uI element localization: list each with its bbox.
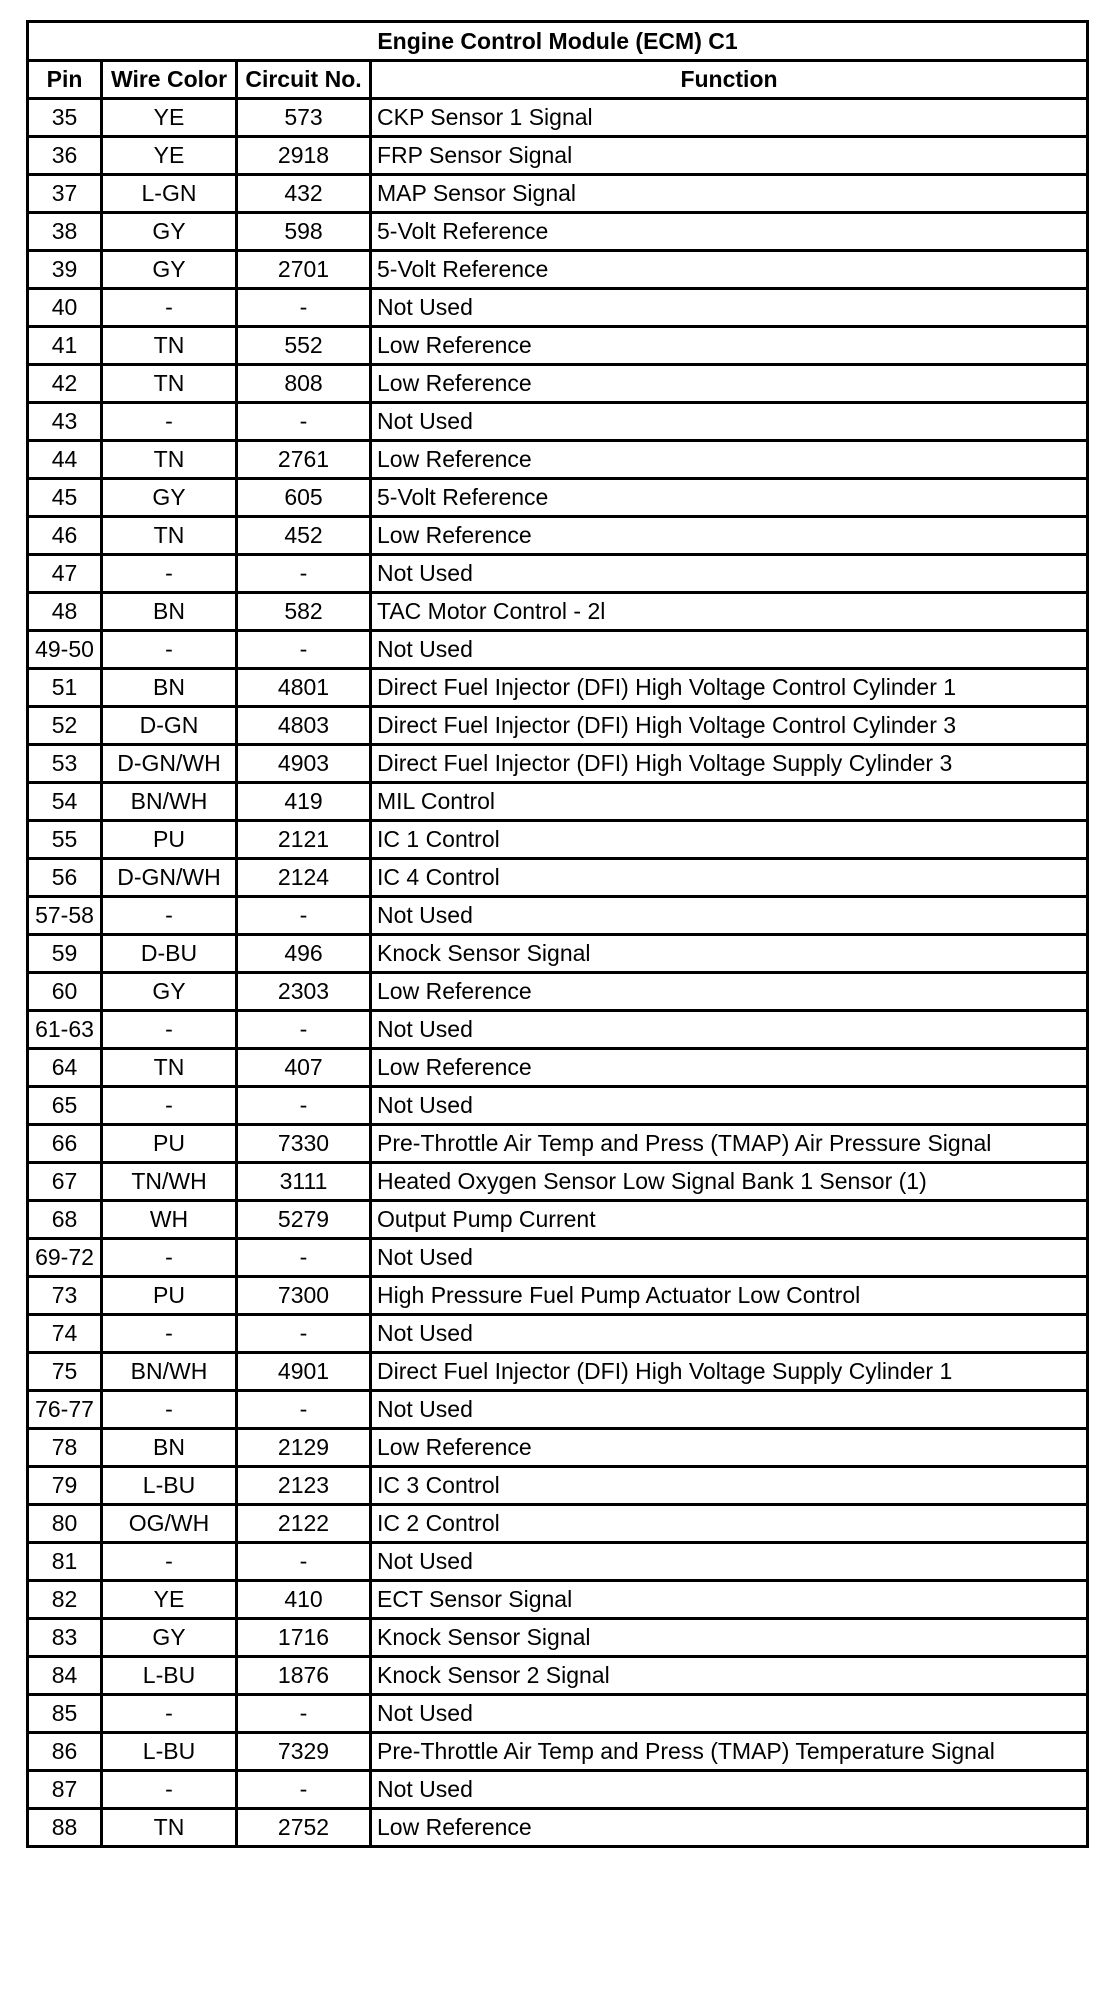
table-row bbox=[28, 1163, 1088, 1201]
function-cell: Pre-Throttle Air Temp and Press (TMAP) Temperature Signal bbox=[371, 1733, 1088, 1771]
pinout-table bbox=[26, 20, 1089, 1848]
function-cell: Not Used bbox=[371, 1391, 1088, 1429]
wire-color-cell: BN bbox=[102, 669, 237, 707]
wire-color-cell: - bbox=[102, 1239, 237, 1277]
function-cell: Low Reference bbox=[371, 327, 1088, 365]
circuit-number-cell: 598 bbox=[237, 213, 371, 251]
wire-color-cell: - bbox=[102, 555, 237, 593]
function-cell: Not Used bbox=[371, 1543, 1088, 1581]
function-cell: IC 2 Control bbox=[371, 1505, 1088, 1543]
circuit-number-cell: 2121 bbox=[237, 821, 371, 859]
circuit-number-cell: 582 bbox=[237, 593, 371, 631]
pin-cell: 51 bbox=[28, 669, 102, 707]
pin-cell: 42 bbox=[28, 365, 102, 403]
wire-color-cell: D-GN/WH bbox=[102, 745, 237, 783]
table-row bbox=[28, 175, 1088, 213]
circuit-number-cell: 2123 bbox=[237, 1467, 371, 1505]
function-cell: Low Reference bbox=[371, 441, 1088, 479]
function-cell: FRP Sensor Signal bbox=[371, 137, 1088, 175]
circuit-number-cell: 2752 bbox=[237, 1809, 371, 1847]
table-row bbox=[28, 897, 1088, 935]
circuit-number-cell: 1716 bbox=[237, 1619, 371, 1657]
circuit-number-cell: 410 bbox=[237, 1581, 371, 1619]
function-cell: Low Reference bbox=[371, 973, 1088, 1011]
function-cell: 5-Volt Reference bbox=[371, 251, 1088, 289]
circuit-number-cell: - bbox=[237, 1087, 371, 1125]
circuit-number-cell: 552 bbox=[237, 327, 371, 365]
function-cell: Heated Oxygen Sensor Low Signal Bank 1 Sensor (1) bbox=[371, 1163, 1088, 1201]
wire-color-cell: - bbox=[102, 1315, 237, 1353]
wire-color-cell: TN bbox=[102, 517, 237, 555]
table-row bbox=[28, 1733, 1088, 1771]
pin-cell: 75 bbox=[28, 1353, 102, 1391]
wire-color-cell: D-BU bbox=[102, 935, 237, 973]
function-cell: IC 3 Control bbox=[371, 1467, 1088, 1505]
table-row bbox=[28, 593, 1088, 631]
function-cell: Low Reference bbox=[371, 1049, 1088, 1087]
pin-cell: 74 bbox=[28, 1315, 102, 1353]
circuit-number-cell: 808 bbox=[237, 365, 371, 403]
wire-color-cell: - bbox=[102, 1011, 237, 1049]
table-row bbox=[28, 859, 1088, 897]
wire-color-cell: GY bbox=[102, 1619, 237, 1657]
function-cell: Knock Sensor 2 Signal bbox=[371, 1657, 1088, 1695]
wire-color-cell: YE bbox=[102, 99, 237, 137]
column-header-function: Function bbox=[371, 61, 1088, 99]
table-row bbox=[28, 821, 1088, 859]
wire-color-cell: TN bbox=[102, 441, 237, 479]
circuit-number-cell: 2701 bbox=[237, 251, 371, 289]
column-header-row bbox=[28, 61, 1088, 99]
pin-cell: 80 bbox=[28, 1505, 102, 1543]
circuit-number-cell: 1876 bbox=[237, 1657, 371, 1695]
table-row bbox=[28, 707, 1088, 745]
circuit-number-cell: 407 bbox=[237, 1049, 371, 1087]
table-row bbox=[28, 1011, 1088, 1049]
function-cell: TAC Motor Control - 2l bbox=[371, 593, 1088, 631]
function-cell: Direct Fuel Injector (DFI) High Voltage Control Cylinder 3 bbox=[371, 707, 1088, 745]
table-row bbox=[28, 1657, 1088, 1695]
function-cell: Not Used bbox=[371, 403, 1088, 441]
pin-cell: 52 bbox=[28, 707, 102, 745]
table-row bbox=[28, 441, 1088, 479]
table-row bbox=[28, 517, 1088, 555]
circuit-number-cell: 7300 bbox=[237, 1277, 371, 1315]
wire-color-cell: BN/WH bbox=[102, 783, 237, 821]
pin-cell: 87 bbox=[28, 1771, 102, 1809]
table-row bbox=[28, 1771, 1088, 1809]
table-row bbox=[28, 1505, 1088, 1543]
circuit-number-cell: 432 bbox=[237, 175, 371, 213]
circuit-number-cell: 4903 bbox=[237, 745, 371, 783]
circuit-number-cell: - bbox=[237, 1011, 371, 1049]
wire-color-cell: - bbox=[102, 1771, 237, 1809]
function-cell: Knock Sensor Signal bbox=[371, 1619, 1088, 1657]
pin-cell: 54 bbox=[28, 783, 102, 821]
circuit-number-cell: - bbox=[237, 897, 371, 935]
wire-color-cell: - bbox=[102, 1695, 237, 1733]
table-row bbox=[28, 669, 1088, 707]
pin-cell: 79 bbox=[28, 1467, 102, 1505]
function-cell: Not Used bbox=[371, 897, 1088, 935]
table-row bbox=[28, 1353, 1088, 1391]
pin-cell: 49-50 bbox=[28, 631, 102, 669]
wire-color-cell: BN/WH bbox=[102, 1353, 237, 1391]
pin-cell: 61-63 bbox=[28, 1011, 102, 1049]
function-cell: IC 1 Control bbox=[371, 821, 1088, 859]
pin-cell: 84 bbox=[28, 1657, 102, 1695]
table-title: Engine Control Module (ECM) C1 bbox=[28, 22, 1088, 61]
pin-cell: 38 bbox=[28, 213, 102, 251]
pin-cell: 81 bbox=[28, 1543, 102, 1581]
table-row bbox=[28, 1467, 1088, 1505]
table-row bbox=[28, 1239, 1088, 1277]
circuit-number-cell: 7329 bbox=[237, 1733, 371, 1771]
table-row bbox=[28, 1581, 1088, 1619]
wire-color-cell: OG/WH bbox=[102, 1505, 237, 1543]
function-cell: Not Used bbox=[371, 1771, 1088, 1809]
pin-cell: 68 bbox=[28, 1201, 102, 1239]
wire-color-cell: L-BU bbox=[102, 1467, 237, 1505]
function-cell: ECT Sensor Signal bbox=[371, 1581, 1088, 1619]
pin-cell: 59 bbox=[28, 935, 102, 973]
function-cell: Direct Fuel Injector (DFI) High Voltage Supply Cylinder 3 bbox=[371, 745, 1088, 783]
wire-color-cell: GY bbox=[102, 973, 237, 1011]
table-row bbox=[28, 479, 1088, 517]
circuit-number-cell: 4901 bbox=[237, 1353, 371, 1391]
function-cell: High Pressure Fuel Pump Actuator Low Control bbox=[371, 1277, 1088, 1315]
circuit-number-cell: - bbox=[237, 403, 371, 441]
circuit-number-cell: 419 bbox=[237, 783, 371, 821]
function-cell: Not Used bbox=[371, 1011, 1088, 1049]
circuit-number-cell: 496 bbox=[237, 935, 371, 973]
function-cell: MIL Control bbox=[371, 783, 1088, 821]
function-cell: Knock Sensor Signal bbox=[371, 935, 1088, 973]
function-cell: Pre-Throttle Air Temp and Press (TMAP) Air Pressure Signal bbox=[371, 1125, 1088, 1163]
wire-color-cell: TN/WH bbox=[102, 1163, 237, 1201]
pin-cell: 57-58 bbox=[28, 897, 102, 935]
circuit-number-cell: 2761 bbox=[237, 441, 371, 479]
function-cell: Not Used bbox=[371, 555, 1088, 593]
pin-cell: 78 bbox=[28, 1429, 102, 1467]
column-header-pin: Pin bbox=[28, 61, 102, 99]
connector-pinout-sheet bbox=[26, 20, 1086, 1848]
circuit-number-cell: 4801 bbox=[237, 669, 371, 707]
table-row bbox=[28, 783, 1088, 821]
pin-cell: 43 bbox=[28, 403, 102, 441]
function-cell: Not Used bbox=[371, 1315, 1088, 1353]
wire-color-cell: L-BU bbox=[102, 1657, 237, 1695]
circuit-number-cell: - bbox=[237, 1391, 371, 1429]
wire-color-cell: YE bbox=[102, 1581, 237, 1619]
wire-color-cell: D-GN bbox=[102, 707, 237, 745]
circuit-number-cell: 605 bbox=[237, 479, 371, 517]
wire-color-cell: - bbox=[102, 403, 237, 441]
table-row bbox=[28, 745, 1088, 783]
table-row bbox=[28, 631, 1088, 669]
function-cell: Not Used bbox=[371, 1087, 1088, 1125]
circuit-number-cell: - bbox=[237, 289, 371, 327]
pin-cell: 39 bbox=[28, 251, 102, 289]
pin-cell: 40 bbox=[28, 289, 102, 327]
table-row bbox=[28, 327, 1088, 365]
wire-color-cell: L-GN bbox=[102, 175, 237, 213]
pin-cell: 64 bbox=[28, 1049, 102, 1087]
circuit-number-cell: - bbox=[237, 631, 371, 669]
function-cell: IC 4 Control bbox=[371, 859, 1088, 897]
table-row bbox=[28, 403, 1088, 441]
pin-cell: 48 bbox=[28, 593, 102, 631]
circuit-number-cell: 2129 bbox=[237, 1429, 371, 1467]
table-row bbox=[28, 1277, 1088, 1315]
wire-color-cell: - bbox=[102, 1391, 237, 1429]
wire-color-cell: GY bbox=[102, 251, 237, 289]
table-row bbox=[28, 99, 1088, 137]
pin-cell: 47 bbox=[28, 555, 102, 593]
pin-cell: 83 bbox=[28, 1619, 102, 1657]
wire-color-cell: D-GN/WH bbox=[102, 859, 237, 897]
function-cell: Direct Fuel Injector (DFI) High Voltage Supply Cylinder 1 bbox=[371, 1353, 1088, 1391]
pin-cell: 37 bbox=[28, 175, 102, 213]
wire-color-cell: TN bbox=[102, 327, 237, 365]
wire-color-cell: PU bbox=[102, 821, 237, 859]
circuit-number-cell: 2122 bbox=[237, 1505, 371, 1543]
wire-color-cell: BN bbox=[102, 1429, 237, 1467]
pin-cell: 85 bbox=[28, 1695, 102, 1733]
table-row bbox=[28, 251, 1088, 289]
pin-cell: 55 bbox=[28, 821, 102, 859]
table-title-row bbox=[28, 22, 1088, 61]
pin-cell: 36 bbox=[28, 137, 102, 175]
circuit-number-cell: 2918 bbox=[237, 137, 371, 175]
circuit-number-cell: - bbox=[237, 1771, 371, 1809]
table-row bbox=[28, 1809, 1088, 1847]
function-cell: Low Reference bbox=[371, 1429, 1088, 1467]
pin-cell: 56 bbox=[28, 859, 102, 897]
table-row bbox=[28, 1695, 1088, 1733]
wire-color-cell: BN bbox=[102, 593, 237, 631]
pin-cell: 53 bbox=[28, 745, 102, 783]
wire-color-cell: WH bbox=[102, 1201, 237, 1239]
circuit-number-cell: 573 bbox=[237, 99, 371, 137]
pin-cell: 41 bbox=[28, 327, 102, 365]
table-row bbox=[28, 1049, 1088, 1087]
pin-cell: 82 bbox=[28, 1581, 102, 1619]
wire-color-cell: PU bbox=[102, 1277, 237, 1315]
pin-cell: 69-72 bbox=[28, 1239, 102, 1277]
wire-color-cell: PU bbox=[102, 1125, 237, 1163]
pin-cell: 66 bbox=[28, 1125, 102, 1163]
wire-color-cell: TN bbox=[102, 365, 237, 403]
circuit-number-cell: - bbox=[237, 1695, 371, 1733]
table-row bbox=[28, 1201, 1088, 1239]
function-cell: Not Used bbox=[371, 631, 1088, 669]
table-row bbox=[28, 1125, 1088, 1163]
wire-color-cell: - bbox=[102, 1543, 237, 1581]
function-cell: Output Pump Current bbox=[371, 1201, 1088, 1239]
pin-cell: 44 bbox=[28, 441, 102, 479]
function-cell: MAP Sensor Signal bbox=[371, 175, 1088, 213]
pin-cell: 76-77 bbox=[28, 1391, 102, 1429]
pin-cell: 73 bbox=[28, 1277, 102, 1315]
pin-cell: 67 bbox=[28, 1163, 102, 1201]
table-row bbox=[28, 1391, 1088, 1429]
table-row bbox=[28, 1543, 1088, 1581]
function-cell: Direct Fuel Injector (DFI) High Voltage Control Cylinder 1 bbox=[371, 669, 1088, 707]
pin-cell: 60 bbox=[28, 973, 102, 1011]
function-cell: 5-Volt Reference bbox=[371, 213, 1088, 251]
column-header-circuit-no: Circuit No. bbox=[237, 61, 371, 99]
function-cell: 5-Volt Reference bbox=[371, 479, 1088, 517]
pin-cell: 35 bbox=[28, 99, 102, 137]
wire-color-cell: GY bbox=[102, 479, 237, 517]
wire-color-cell: TN bbox=[102, 1809, 237, 1847]
function-cell: Low Reference bbox=[371, 1809, 1088, 1847]
table-row bbox=[28, 935, 1088, 973]
wire-color-cell: - bbox=[102, 289, 237, 327]
table-row bbox=[28, 213, 1088, 251]
circuit-number-cell: 7330 bbox=[237, 1125, 371, 1163]
table-row bbox=[28, 137, 1088, 175]
circuit-number-cell: - bbox=[237, 1315, 371, 1353]
circuit-number-cell: - bbox=[237, 1239, 371, 1277]
circuit-number-cell: 5279 bbox=[237, 1201, 371, 1239]
wire-color-cell: GY bbox=[102, 213, 237, 251]
pin-cell: 45 bbox=[28, 479, 102, 517]
table-row bbox=[28, 1429, 1088, 1467]
function-cell: Not Used bbox=[371, 1695, 1088, 1733]
wire-color-cell: TN bbox=[102, 1049, 237, 1087]
circuit-number-cell: 3111 bbox=[237, 1163, 371, 1201]
wire-color-cell: - bbox=[102, 1087, 237, 1125]
table-row bbox=[28, 1619, 1088, 1657]
circuit-number-cell: - bbox=[237, 1543, 371, 1581]
circuit-number-cell: 4803 bbox=[237, 707, 371, 745]
function-cell: CKP Sensor 1 Signal bbox=[371, 99, 1088, 137]
circuit-number-cell: 452 bbox=[237, 517, 371, 555]
pin-cell: 46 bbox=[28, 517, 102, 555]
circuit-number-cell: 2124 bbox=[237, 859, 371, 897]
table-row bbox=[28, 1315, 1088, 1353]
wire-color-cell: L-BU bbox=[102, 1733, 237, 1771]
table-row bbox=[28, 555, 1088, 593]
wire-color-cell: YE bbox=[102, 137, 237, 175]
function-cell: Low Reference bbox=[371, 365, 1088, 403]
function-cell: Not Used bbox=[371, 289, 1088, 327]
table-row bbox=[28, 973, 1088, 1011]
column-header-wire-color: Wire Color bbox=[102, 61, 237, 99]
wire-color-cell: - bbox=[102, 631, 237, 669]
function-cell: Not Used bbox=[371, 1239, 1088, 1277]
wire-color-cell: - bbox=[102, 897, 237, 935]
circuit-number-cell: - bbox=[237, 555, 371, 593]
table-row bbox=[28, 289, 1088, 327]
pin-cell: 88 bbox=[28, 1809, 102, 1847]
pinout-table-body bbox=[28, 99, 1088, 1847]
table-row bbox=[28, 365, 1088, 403]
table-row bbox=[28, 1087, 1088, 1125]
function-cell: Low Reference bbox=[371, 517, 1088, 555]
pin-cell: 65 bbox=[28, 1087, 102, 1125]
circuit-number-cell: 2303 bbox=[237, 973, 371, 1011]
pin-cell: 86 bbox=[28, 1733, 102, 1771]
